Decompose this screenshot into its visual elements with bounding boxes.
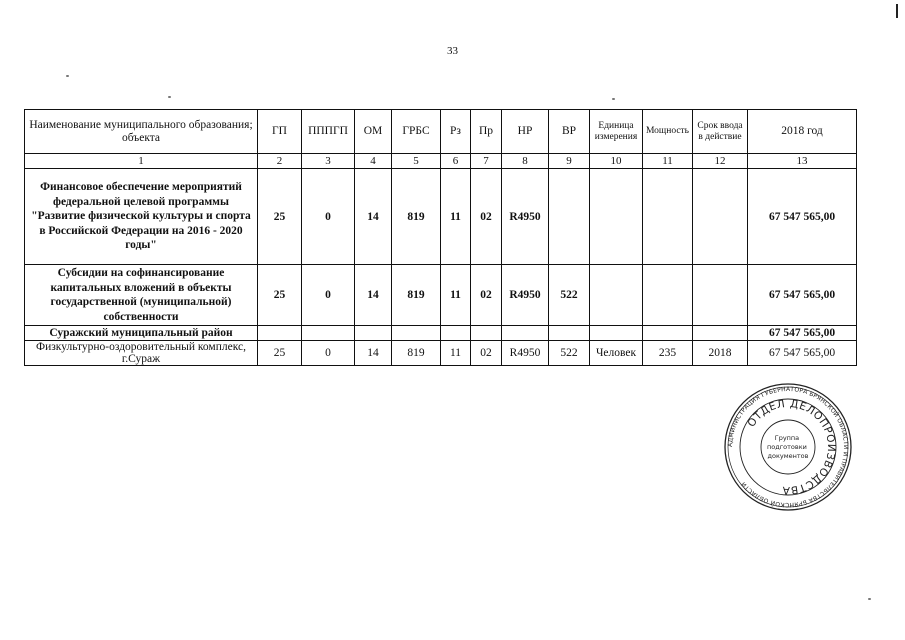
vr-cell xyxy=(549,169,590,265)
gp-cell: 25 xyxy=(258,341,302,366)
amount-cell: 67 547 565,00 xyxy=(748,326,857,341)
capacity-cell xyxy=(643,169,693,265)
gp-cell xyxy=(258,326,302,341)
capacity-cell: 235 xyxy=(643,341,693,366)
column-number: 12 xyxy=(693,154,748,169)
vr-cell xyxy=(549,326,590,341)
object-name: Субсидии на софинансирование капитальных вложений в объекты государственной (муниципальной) собственности xyxy=(25,265,258,326)
grbs-cell: 819 xyxy=(392,169,441,265)
column-number: 1 xyxy=(25,154,258,169)
header-cell: Мощность xyxy=(643,110,693,154)
unit-cell xyxy=(590,169,643,265)
rz-cell: 11 xyxy=(441,341,471,366)
grbs-cell: 819 xyxy=(392,341,441,366)
scan-speck xyxy=(168,96,171,98)
unit-cell: Человек xyxy=(590,341,643,366)
column-number: 3 xyxy=(302,154,355,169)
official-stamp xyxy=(723,382,853,512)
amount-cell: 67 547 565,00 xyxy=(748,265,857,326)
nr-cell: R4950 xyxy=(502,341,549,366)
table-row xyxy=(25,265,857,326)
scan-speck xyxy=(612,98,615,100)
stamp-center-line: подготовки xyxy=(767,443,807,451)
unit-cell xyxy=(590,265,643,326)
capacity-cell xyxy=(643,326,693,341)
rz-cell xyxy=(441,326,471,341)
pr-cell: 02 xyxy=(471,341,502,366)
column-number-row xyxy=(25,154,857,169)
vr-cell: 522 xyxy=(549,341,590,366)
unit-cell xyxy=(590,326,643,341)
rz-cell: 11 xyxy=(441,169,471,265)
pr-cell: 02 xyxy=(471,169,502,265)
gp-cell: 25 xyxy=(258,169,302,265)
pr-cell xyxy=(471,326,502,341)
header-cell: НР xyxy=(502,110,549,154)
header-cell: ГП xyxy=(258,110,302,154)
header-cell: Наименование муниципального образования; объекта xyxy=(25,110,258,154)
year-cell xyxy=(693,265,748,326)
table-row xyxy=(25,169,857,265)
column-number: 11 xyxy=(643,154,693,169)
scan-speck xyxy=(868,598,871,600)
header-cell: ПППГП xyxy=(302,110,355,154)
om-cell xyxy=(355,326,392,341)
column-number: 13 xyxy=(748,154,857,169)
column-number: 10 xyxy=(590,154,643,169)
om-cell: 14 xyxy=(355,265,392,326)
stamp-department-text: ОТДЕЛ ДЕЛОПРОИЗВОДСТВА xyxy=(745,397,838,497)
stamp-center-line: Группа xyxy=(774,434,800,442)
pppgp-cell: 0 xyxy=(302,341,355,366)
object-name: Физкультурно-оздоровительный комплекс, г.Сураж xyxy=(25,341,258,366)
amount-cell: 67 547 565,00 xyxy=(748,169,857,265)
object-name: Финансовое обеспечение мероприятий федеральной целевой программы "Развитие физической культуры и спорта в Российской Федерации на 2016 - 2020 годы" xyxy=(25,169,258,265)
column-number: 7 xyxy=(471,154,502,169)
header-cell: ОМ xyxy=(355,110,392,154)
grbs-cell: 819 xyxy=(392,265,441,326)
rz-cell: 11 xyxy=(441,265,471,326)
scan-edge-mark xyxy=(896,4,898,18)
column-number: 2 xyxy=(258,154,302,169)
budget-table xyxy=(24,109,857,366)
year-cell xyxy=(693,169,748,265)
header-cell: ГРБС xyxy=(392,110,441,154)
stamp-center-line: документов xyxy=(767,452,809,460)
column-number: 4 xyxy=(355,154,392,169)
vr-cell: 522 xyxy=(549,265,590,326)
table-row xyxy=(25,341,857,366)
capacity-cell xyxy=(643,265,693,326)
table-row xyxy=(25,326,857,341)
header-cell: Пр xyxy=(471,110,502,154)
header-cell: 2018 год xyxy=(748,110,857,154)
page-number: 33 xyxy=(447,45,458,57)
pr-cell: 02 xyxy=(471,265,502,326)
nr-cell: R4950 xyxy=(502,169,549,265)
column-number: 8 xyxy=(502,154,549,169)
nr-cell xyxy=(502,326,549,341)
om-cell: 14 xyxy=(355,341,392,366)
amount-cell: 67 547 565,00 xyxy=(748,341,857,366)
om-cell: 14 xyxy=(355,169,392,265)
column-number: 9 xyxy=(549,154,590,169)
column-number: 6 xyxy=(441,154,471,169)
header-cell: Единица измерения xyxy=(590,110,643,154)
object-name: Суражский муниципальный район xyxy=(25,326,258,341)
year-cell: 2018 xyxy=(693,341,748,366)
grbs-cell xyxy=(392,326,441,341)
scan-speck xyxy=(66,75,69,77)
nr-cell: R4950 xyxy=(502,265,549,326)
header-cell: ВР xyxy=(549,110,590,154)
pppgp-cell: 0 xyxy=(302,169,355,265)
gp-cell: 25 xyxy=(258,265,302,326)
pppgp-cell: 0 xyxy=(302,265,355,326)
column-number: 5 xyxy=(392,154,441,169)
header-cell: Срок ввода в действие xyxy=(693,110,748,154)
pppgp-cell xyxy=(302,326,355,341)
year-cell xyxy=(693,326,748,341)
header-row xyxy=(25,110,857,154)
header-cell: Рз xyxy=(441,110,471,154)
stamp-outer-text: АДМИНИСТРАЦИЯ ГУБЕРНАТОРА БРЯНСКОЙ ОБЛАСТИ И ПРАВИТЕЛЬСТВА БРЯНСКОЙ ОБЛАСТИ xyxy=(726,385,850,509)
svg-text:Группа подготовки доку xyxy=(767,434,809,460)
